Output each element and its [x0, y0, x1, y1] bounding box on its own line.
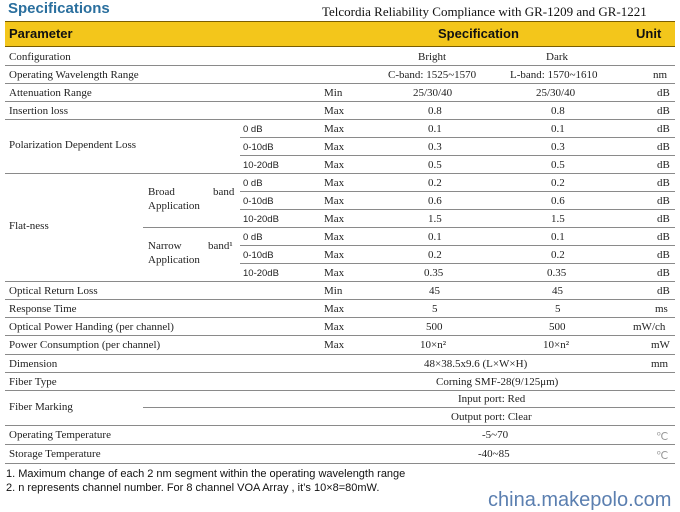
broad-band-label: Broad: [148, 186, 175, 198]
row-divider: [5, 425, 675, 426]
condition: 0-10dB: [243, 250, 274, 261]
bright-value: 0.1: [428, 231, 442, 243]
condition: 10-20dB: [243, 160, 279, 171]
row-divider: [5, 390, 675, 391]
condition: 10-20dB: [243, 214, 279, 225]
qualifier: Max: [324, 303, 345, 315]
row-divider: [143, 407, 675, 408]
row-divider: [5, 281, 675, 282]
broad-band-label: Application: [148, 200, 200, 212]
row-divider: [240, 209, 675, 210]
qualifier: Max: [324, 141, 345, 153]
bright-value: 0.5: [428, 159, 442, 171]
qualifier: Max: [324, 249, 345, 261]
row-label: Fiber Type: [9, 376, 57, 388]
unit-value: dB: [657, 213, 670, 225]
bright-value: 1.5: [428, 213, 442, 225]
narrow-band-label: Narrow: [148, 240, 182, 252]
footnote-2: 2. n represents channel number. For 8 channel VOA Array , it’s 10×8=80mW.: [6, 482, 380, 494]
bright-value: 5: [432, 303, 438, 315]
table-bottom-border: [5, 463, 675, 464]
dark-value: 0.1: [551, 231, 565, 243]
celsius-unit: ℃: [656, 450, 669, 462]
row-divider: [5, 173, 675, 174]
unit-value: dB: [657, 231, 670, 243]
row-divider: [5, 65, 675, 66]
row-label: Optical Power Handing (per channel): [9, 321, 174, 333]
output-port-marking: Output port: Clear: [451, 411, 532, 423]
bright-value: 25/30/40: [413, 87, 453, 99]
qualifier: Max: [324, 105, 345, 117]
dark-value: 0.3: [551, 141, 565, 153]
column-header-parameter: Parameter: [9, 26, 73, 41]
qualifier: Max: [324, 213, 345, 225]
column-header-specification: Specification: [438, 26, 519, 41]
dark-value: 25/30/40: [536, 87, 576, 99]
bright-value: 0.2: [428, 249, 442, 261]
unit-value: mm: [651, 358, 669, 370]
unit-value: mW: [651, 339, 670, 351]
spec-value: Corning SMF-28(9/125μm): [436, 376, 559, 388]
row-divider: [5, 335, 675, 336]
unit-value: nm: [653, 69, 668, 81]
row-divider: [5, 444, 675, 445]
unit-value: dB: [657, 87, 670, 99]
qualifier: Max: [324, 195, 345, 207]
bright-value: 0.2: [428, 177, 442, 189]
row-divider: [240, 245, 675, 246]
compliance-note: Telcordia Reliability Compliance with GR-1209 and GR-1221: [322, 4, 647, 19]
row-label: Response Time: [9, 303, 77, 315]
dark-value: 0.2: [551, 249, 565, 261]
dark-value: 0.8: [551, 105, 565, 117]
dark-value: 0.6: [551, 195, 565, 207]
row-divider: [143, 227, 675, 228]
column-header-unit: Unit: [636, 26, 662, 41]
condition: 0 dB: [243, 124, 263, 135]
row-divider: [5, 101, 675, 102]
qualifier: Max: [324, 231, 345, 243]
row-divider: [240, 263, 675, 264]
unit-value: dB: [657, 249, 670, 261]
dark-value: L-band: 1570~1610: [510, 69, 598, 81]
bright-column-label: Bright: [418, 51, 447, 63]
dark-value: 0.5: [551, 159, 565, 171]
row-label: Polarization Dependent Loss: [9, 139, 137, 151]
row-label: Flat-ness: [9, 220, 49, 232]
qualifier: Max: [324, 159, 345, 171]
footnote-1: 1. Maximum change of each 2 nm segment within the operating wavelength range: [6, 468, 406, 480]
condition: 0 dB: [243, 178, 263, 189]
spec-value: -40~85: [478, 448, 510, 460]
unit-value: dB: [657, 285, 670, 297]
dark-column-label: Dark: [546, 51, 568, 63]
bright-value: 500: [426, 321, 443, 333]
unit-value: dB: [657, 195, 670, 207]
row-divider: [5, 372, 675, 373]
spec-value: 48×38.5x9.6 (L×W×H): [424, 358, 528, 370]
spec-value: -5~70: [482, 429, 509, 441]
row-label: Configuration: [9, 51, 71, 63]
bright-value: 0.6: [428, 195, 442, 207]
broad-band-label: band: [213, 186, 235, 198]
condition: 0 dB: [243, 232, 263, 243]
row-label: Storage Temperature: [9, 448, 101, 460]
unit-value: ms: [655, 303, 668, 315]
qualifier: Max: [324, 177, 345, 189]
table-header: [5, 21, 675, 47]
row-divider: [5, 354, 675, 355]
unit-value: dB: [657, 105, 670, 117]
bright-value: 0.8: [428, 105, 442, 117]
row-label: Operating Wavelength Range: [9, 69, 139, 81]
bright-value: 0.3: [428, 141, 442, 153]
qualifier: Max: [324, 321, 345, 333]
condition: 10-20dB: [243, 268, 279, 279]
row-label: Fiber Marking: [9, 401, 73, 413]
qualifier: Min: [324, 285, 343, 297]
bright-value: C-band: 1525~1570: [388, 69, 477, 81]
input-port-marking: Input port: Red: [458, 393, 526, 405]
row-divider: [240, 137, 675, 138]
narrow-band-label: Application: [148, 254, 200, 266]
qualifier: Max: [324, 123, 345, 135]
row-divider: [5, 317, 675, 318]
qualifier: Min: [324, 87, 343, 99]
row-label: Dimension: [9, 358, 58, 370]
row-label: Insertion loss: [9, 105, 68, 117]
unit-value: dB: [657, 159, 670, 171]
row-label: Attenuation Range: [9, 87, 92, 99]
page-title: Specifications: [8, 0, 110, 17]
dark-value: 5: [555, 303, 561, 315]
dark-value: 10×n²: [543, 339, 570, 351]
narrow-band-label: band¹: [208, 240, 233, 252]
bright-value: 0.1: [428, 123, 442, 135]
bright-value: 45: [429, 285, 440, 297]
unit-value: dB: [657, 123, 670, 135]
dark-value: 500: [549, 321, 566, 333]
condition: 0-10dB: [243, 196, 274, 207]
qualifier: Max: [324, 267, 345, 279]
bright-value: 10×n²: [420, 339, 447, 351]
dark-value: 45: [552, 285, 563, 297]
condition: 0-10dB: [243, 142, 274, 153]
row-divider: [5, 83, 675, 84]
row-label: Power Consumption (per channel): [9, 339, 161, 351]
dark-value: 0.1: [551, 123, 565, 135]
row-divider: [5, 119, 675, 120]
watermark: china.makepolo.com: [488, 489, 672, 511]
bright-value: 0.35: [424, 267, 444, 279]
unit-value: mW/ch: [633, 321, 666, 333]
row-divider: [240, 155, 675, 156]
row-label: Optical Return Loss: [9, 285, 98, 297]
dark-value: 1.5: [551, 213, 565, 225]
unit-value: dB: [657, 267, 670, 279]
row-divider: [5, 299, 675, 300]
unit-value: dB: [657, 177, 670, 189]
celsius-unit: ℃: [656, 431, 669, 443]
dark-value: 0.2: [551, 177, 565, 189]
row-label: Operating Temperature: [9, 429, 111, 441]
qualifier: Max: [324, 339, 345, 351]
row-divider: [240, 191, 675, 192]
dark-value: 0.35: [547, 267, 567, 279]
unit-value: dB: [657, 141, 670, 153]
